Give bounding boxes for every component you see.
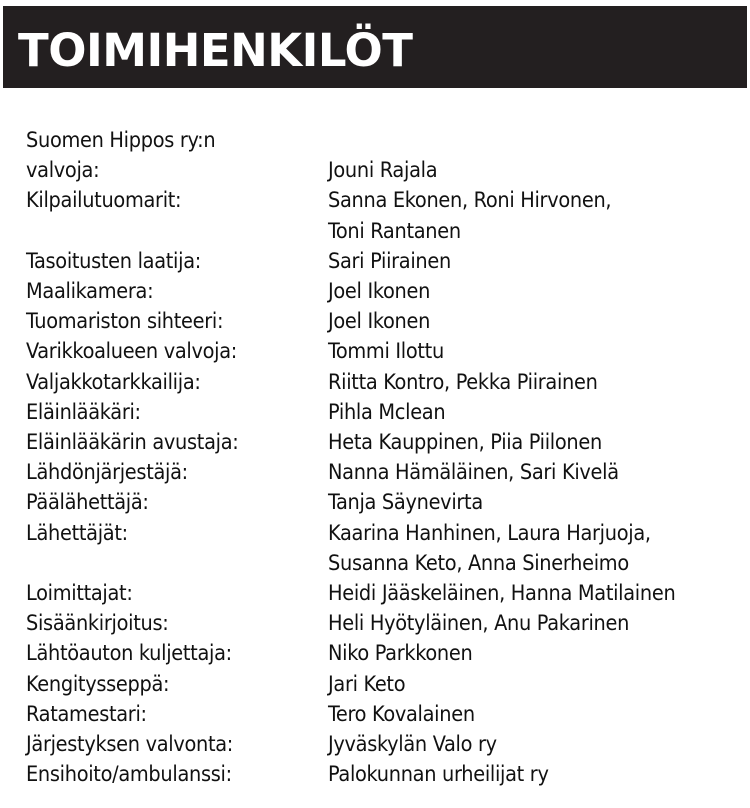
role-label: Kengitysseppä: (26, 671, 170, 697)
role-label: Lähtöauton kuljettaja: (26, 641, 232, 667)
role-label: Kilpailutuomarit: (26, 188, 182, 214)
person-names: Jyväskylän Valo ry (328, 732, 497, 758)
official-row (26, 247, 746, 277)
role-value (328, 458, 746, 488)
role-value (328, 730, 746, 760)
official-row (26, 700, 746, 730)
role-label: Varikkoalueen valvoja: (26, 339, 237, 365)
person-names: Kaarina Hanhinen, Laura Harjuoja, (328, 520, 651, 546)
person-names: Heli Hyötyläinen, Anu Pakarinen (328, 611, 630, 637)
role-label: Eläinlääkärin avustaja: (26, 430, 239, 456)
official-row (26, 730, 746, 760)
person-names: Susanna Keto, Anna Sinerheimo (328, 550, 629, 576)
role-value (328, 156, 746, 186)
role-value (328, 700, 746, 730)
person-names: Jari Keto (328, 671, 406, 697)
role-label: Eläinlääkäri: (26, 399, 141, 425)
person-names: Sanna Ekonen, Roni Hirvonen, (328, 188, 612, 214)
person-names: Jouni Rajala (328, 158, 438, 184)
official-row (26, 368, 746, 398)
role-value (328, 398, 746, 428)
person-names: Heta Kauppinen, Piia Piilonen (328, 430, 602, 456)
person-names: Joel Ikonen (328, 279, 431, 305)
person-names: Pihla Mclean (328, 399, 446, 425)
official-row (26, 760, 746, 790)
role-value (328, 428, 746, 458)
official-row (26, 337, 746, 367)
role-label: Tuomariston sihteeri: (26, 309, 224, 335)
role-value (328, 670, 746, 700)
official-row (26, 670, 746, 700)
role-label: Lähdönjärjestäjä: (26, 460, 188, 486)
person-names: Tero Kovalainen (328, 701, 475, 727)
role-value (328, 337, 746, 367)
official-row (26, 488, 746, 518)
role-value (328, 760, 746, 790)
role-label: Suomen Hippos ry:n (26, 128, 216, 153)
official-row (26, 156, 746, 186)
role-label: Loimittajat: (26, 581, 133, 607)
role-value (328, 609, 746, 639)
role-value (328, 519, 746, 579)
official-row (26, 639, 746, 669)
person-names: Tommi Ilottu (328, 339, 444, 365)
role-label: Tasoitusten laatija: (26, 248, 201, 274)
role-label: Ensihoito/ambulanssi: (26, 762, 232, 788)
role-label: valvoja: (26, 158, 100, 184)
role-value (328, 368, 746, 398)
role-label: Järjestyksen valvonta: (26, 732, 234, 758)
role-label: Päälähettäjä: (26, 490, 149, 516)
person-names: Riitta Kontro, Pekka Piirainen (328, 369, 598, 395)
official-row (26, 126, 746, 156)
officials-list (26, 126, 746, 790)
person-names: Palokunnan urheilijat ry (328, 762, 549, 788)
official-row (26, 609, 746, 639)
page-header (3, 6, 747, 88)
official-row (26, 186, 746, 246)
role-value (328, 579, 746, 609)
official-row (26, 277, 746, 307)
person-names: Nanna Hämäläinen, Sari Kivelä (328, 460, 619, 486)
role-value (328, 488, 746, 518)
role-value (328, 307, 746, 337)
person-names: Heidi Jääskeläinen, Hanna Matilainen (328, 581, 676, 607)
role-label: Lähettäjät: (26, 520, 128, 546)
person-names: Tanja Säynevirta (328, 490, 483, 516)
role-label: Valjakkotarkkailija: (26, 369, 201, 395)
person-names: Sari Piirainen (328, 248, 451, 274)
official-row (26, 428, 746, 458)
official-row (26, 307, 746, 337)
role-label: Ratamestari: (26, 701, 147, 727)
person-names: Niko Parkkonen (328, 641, 473, 667)
official-row (26, 458, 746, 488)
official-row (26, 519, 746, 579)
role-value (328, 277, 746, 307)
role-value (328, 639, 746, 669)
person-names: Joel Ikonen (328, 309, 431, 335)
person-names: Toni Rantanen (328, 218, 461, 244)
role-value (328, 247, 746, 277)
role-label: Sisäänkirjoitus: (26, 611, 169, 637)
official-row (26, 579, 746, 609)
role-value (328, 186, 746, 246)
official-row (26, 398, 746, 428)
page-title: TOIMIHENKILÖT (18, 24, 413, 77)
role-label: Maalikamera: (26, 279, 154, 305)
